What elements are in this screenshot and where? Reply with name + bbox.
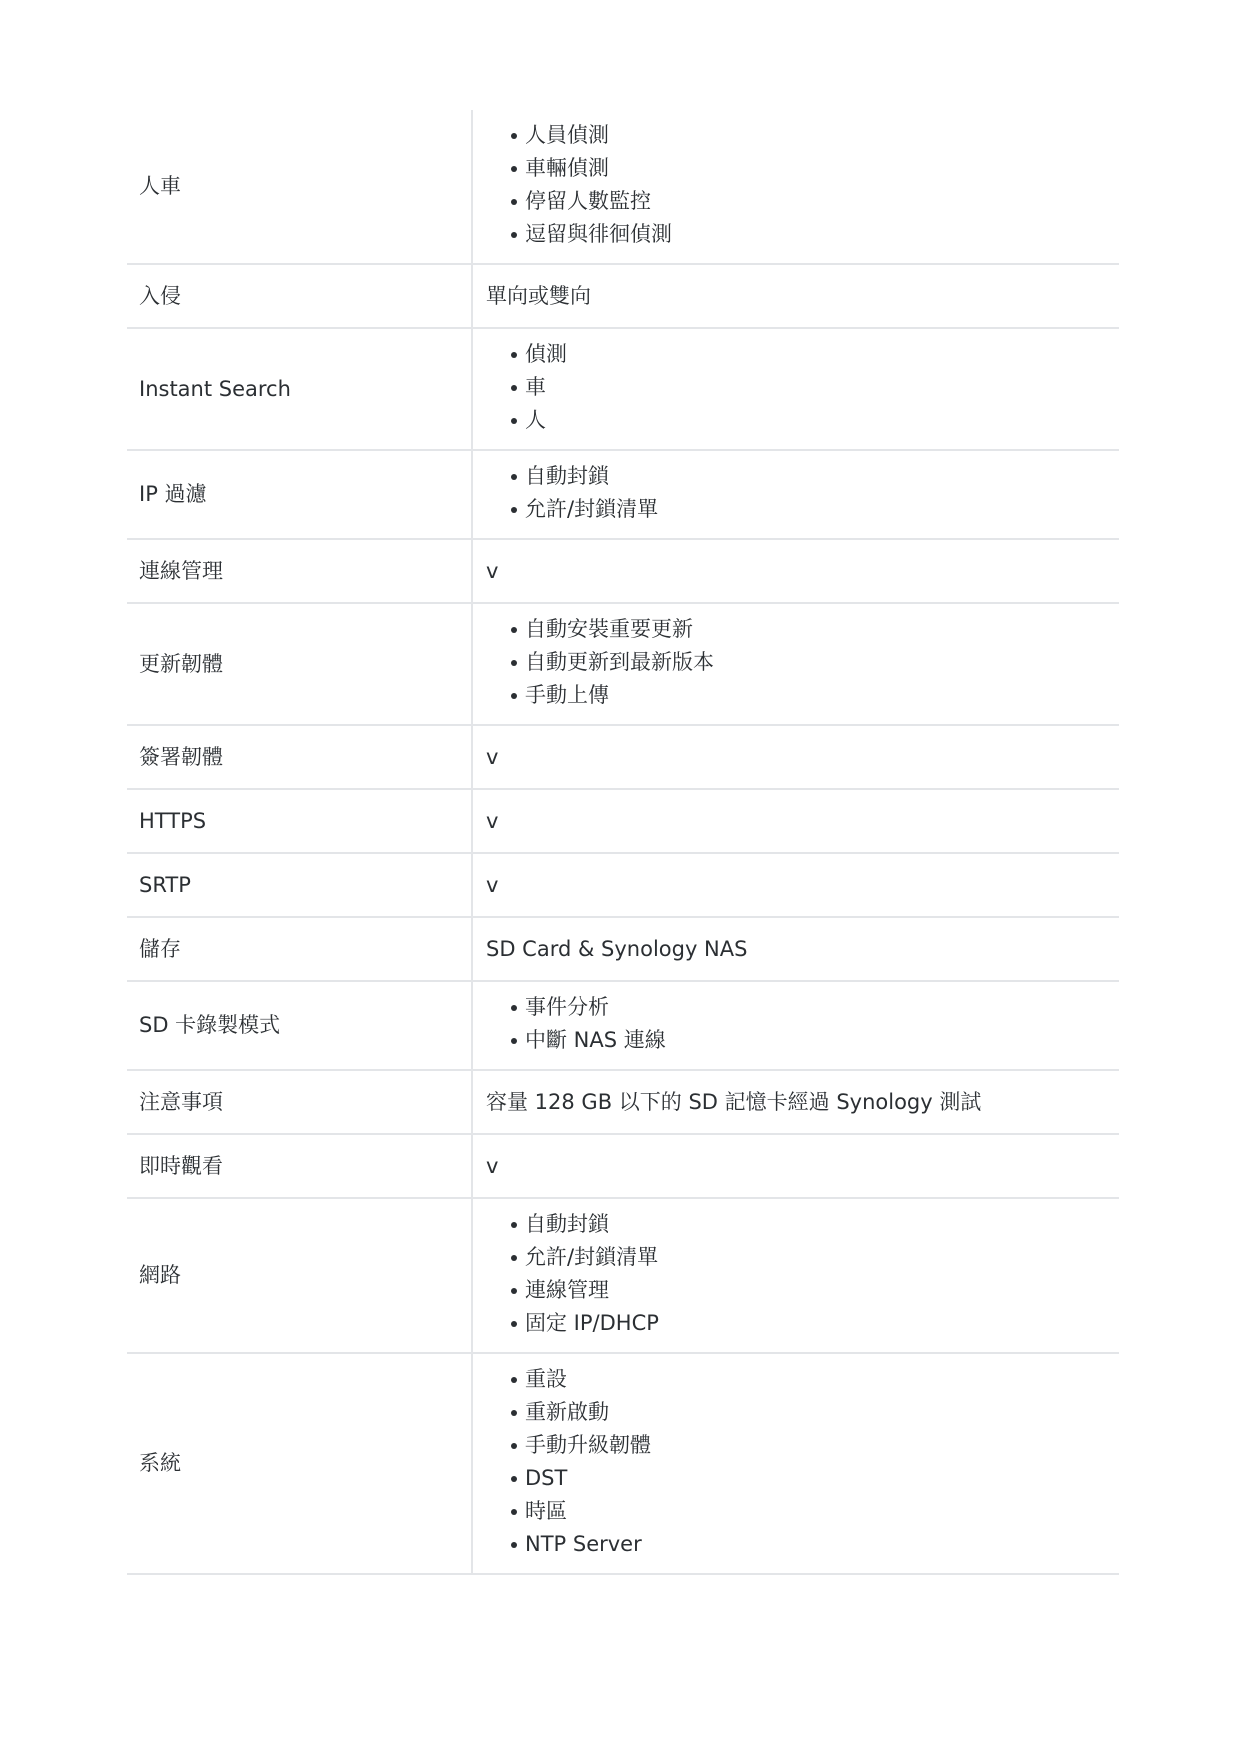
row-value [472, 328, 1119, 450]
bullet-list [486, 991, 1119, 1057]
list-item: 固定 IP/DHCP [511, 1307, 1119, 1340]
row-value: 容量 128 GB 以下的 SD 記憶卡經過 Synology 測試 [472, 1070, 1119, 1134]
spec-table-body [127, 110, 1119, 1574]
table-row [127, 789, 1119, 853]
table-row [127, 539, 1119, 603]
list-item: 逗留與徘徊偵測 [511, 218, 1119, 251]
bullet-list [486, 119, 1119, 251]
list-item: 允許/封鎖清單 [511, 493, 1119, 526]
list-item: 重設 [511, 1363, 1119, 1396]
row-label: SRTP [127, 853, 472, 917]
list-item: 事件分析 [511, 991, 1119, 1024]
bullet-list [486, 1363, 1119, 1561]
row-label: HTTPS [127, 789, 472, 853]
row-value: v [472, 789, 1119, 853]
row-label: SD 卡錄製模式 [127, 981, 472, 1070]
table-row [127, 264, 1119, 328]
bullet-list [486, 613, 1119, 712]
row-label: 系統 [127, 1353, 472, 1574]
row-value [472, 1198, 1119, 1353]
list-item: 連線管理 [511, 1274, 1119, 1307]
list-item: 車輛偵測 [511, 152, 1119, 185]
table-row [127, 725, 1119, 789]
bullet-list [486, 460, 1119, 526]
list-item: 車 [511, 371, 1119, 404]
row-value [472, 110, 1119, 264]
row-value [472, 450, 1119, 539]
row-label: 人車 [127, 110, 472, 264]
table-row [127, 1353, 1119, 1574]
row-label: 儲存 [127, 917, 472, 981]
list-item: 人 [511, 404, 1119, 437]
list-item: 手動上傳 [511, 679, 1119, 712]
spec-table [127, 110, 1119, 1575]
row-value: v [472, 725, 1119, 789]
row-value: v [472, 1134, 1119, 1198]
list-item: 中斷 NAS 連線 [511, 1024, 1119, 1057]
table-row [127, 110, 1119, 264]
list-item: 手動升級韌體 [511, 1429, 1119, 1462]
row-value [472, 603, 1119, 725]
row-label: 更新韌體 [127, 603, 472, 725]
bullet-list [486, 338, 1119, 437]
table-row [127, 1134, 1119, 1198]
table-row [127, 981, 1119, 1070]
row-value [472, 1353, 1119, 1574]
bullet-list [486, 1208, 1119, 1340]
list-item: 自動更新到最新版本 [511, 646, 1119, 679]
list-item: 允許/封鎖清單 [511, 1241, 1119, 1274]
row-value: v [472, 853, 1119, 917]
row-label: 網路 [127, 1198, 472, 1353]
row-label: 簽署韌體 [127, 725, 472, 789]
table-row [127, 1070, 1119, 1134]
table-row [127, 917, 1119, 981]
row-label: 注意事項 [127, 1070, 472, 1134]
row-label: Instant Search [127, 328, 472, 450]
list-item: 停留人數監控 [511, 185, 1119, 218]
row-value [472, 981, 1119, 1070]
list-item: 時區 [511, 1495, 1119, 1528]
list-item: 重新啟動 [511, 1396, 1119, 1429]
list-item: DST [511, 1462, 1119, 1495]
table-row [127, 1198, 1119, 1353]
list-item: 自動封鎖 [511, 460, 1119, 493]
row-label: 入侵 [127, 264, 472, 328]
row-label: 即時觀看 [127, 1134, 472, 1198]
list-item: 人員偵測 [511, 119, 1119, 152]
list-item: 自動封鎖 [511, 1208, 1119, 1241]
row-value: 單向或雙向 [472, 264, 1119, 328]
list-item: NTP Server [511, 1528, 1119, 1561]
row-label: IP 過濾 [127, 450, 472, 539]
list-item: 偵測 [511, 338, 1119, 371]
table-row [127, 603, 1119, 725]
list-item: 自動安裝重要更新 [511, 613, 1119, 646]
table-row [127, 450, 1119, 539]
table-row [127, 328, 1119, 450]
row-value: v [472, 539, 1119, 603]
table-row [127, 853, 1119, 917]
row-label: 連線管理 [127, 539, 472, 603]
row-value: SD Card & Synology NAS [472, 917, 1119, 981]
